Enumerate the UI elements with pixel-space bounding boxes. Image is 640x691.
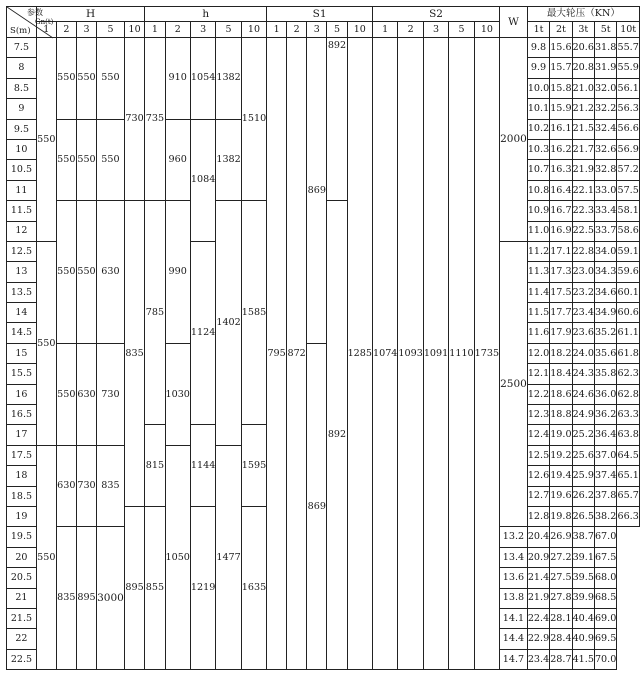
wheel-sub-header-1t: 1t bbox=[527, 22, 549, 38]
wheel-load-1t: 13.2 bbox=[500, 527, 528, 547]
span-cell: 11.5 bbox=[7, 201, 37, 221]
wheel-load-2t: 17.3 bbox=[550, 262, 572, 282]
wheel-load-10t: 61.8 bbox=[617, 343, 640, 363]
wheel-load-2t: 21.9 bbox=[527, 588, 549, 608]
wheel-load-10t: 68.5 bbox=[594, 588, 616, 608]
wheel-load-1t: 10.3 bbox=[527, 139, 549, 159]
value-h-c1: 735 bbox=[145, 38, 165, 201]
wheel-load-2t: 15.8 bbox=[550, 78, 572, 98]
wheel-load-5t: 34.0 bbox=[594, 241, 616, 261]
wheel-load-3t: 20.6 bbox=[572, 38, 594, 58]
wheel-sub-header-5t: 5t bbox=[594, 22, 616, 38]
value-h-c2: 910 bbox=[165, 38, 190, 120]
corner-param-label: 参数 bbox=[27, 8, 43, 17]
wheel-load-1t: 12.5 bbox=[527, 445, 549, 465]
wheel-load-1t: 11.2 bbox=[527, 241, 549, 261]
wheel-load-1t: 12.2 bbox=[527, 384, 549, 404]
value-h-c5: 1477 bbox=[216, 445, 241, 669]
value-h-c1: 785 bbox=[145, 201, 165, 425]
span-cell: 11 bbox=[7, 180, 37, 200]
sub-header-s1-2: 2 bbox=[287, 22, 307, 38]
wheel-load-1t: 10.9 bbox=[527, 201, 549, 221]
wheel-load-1t: 13.8 bbox=[500, 588, 528, 608]
value-h-c3: 550 bbox=[76, 38, 96, 120]
wheel-load-1t: 12.1 bbox=[527, 364, 549, 384]
value-h-c5: 730 bbox=[97, 343, 125, 445]
sub-header-h-10: 10 bbox=[124, 22, 145, 38]
value-h-c10: 1510 bbox=[241, 38, 266, 201]
sub-header-h-2: 2 bbox=[56, 22, 76, 38]
value-h-c10: 835 bbox=[124, 201, 145, 507]
wheel-load-10t: 67.5 bbox=[594, 547, 616, 567]
value-s1-c1: 795 bbox=[267, 38, 287, 670]
value-s2-c2: 1093 bbox=[398, 38, 423, 670]
corner-header-cell bbox=[7, 7, 54, 38]
wheel-load-10t: 60.6 bbox=[617, 303, 640, 323]
wheel-load-5t: 34.9 bbox=[594, 303, 616, 323]
sub-header-s2-1: 1 bbox=[372, 22, 397, 38]
wheel-load-1t: 13.6 bbox=[500, 568, 528, 588]
wheel-load-5t: 37.0 bbox=[594, 445, 616, 465]
span-cell: 17 bbox=[7, 425, 37, 445]
sub-header-h-5: 5 bbox=[216, 22, 241, 38]
span-cell: 14 bbox=[7, 303, 37, 323]
span-cell: 8.5 bbox=[7, 78, 37, 98]
sub-header-h-5: 5 bbox=[97, 22, 125, 38]
wheel-load-10t: 64.5 bbox=[617, 445, 640, 465]
wheel-load-1t: 11.6 bbox=[527, 323, 549, 343]
wheel-load-5t: 34.3 bbox=[594, 262, 616, 282]
wheel-load-1t: 10.8 bbox=[527, 180, 549, 200]
wheel-load-3t: 27.2 bbox=[550, 547, 572, 567]
wheel-load-2t: 18.8 bbox=[550, 405, 572, 425]
wheel-load-10t: 59.6 bbox=[617, 262, 640, 282]
crane-parameter-table bbox=[6, 6, 640, 670]
value-s1-c10: 1285 bbox=[347, 38, 372, 670]
value-h-c5: 630 bbox=[97, 201, 125, 344]
wheel-load-10t: 57.2 bbox=[617, 160, 640, 180]
wheel-load-2t: 18.2 bbox=[550, 343, 572, 363]
wheel-load-5t: 39.1 bbox=[572, 547, 594, 567]
wheel-load-5t: 33.4 bbox=[594, 201, 616, 221]
wheel-load-1t: 9.9 bbox=[527, 58, 549, 78]
value-h-c10: 1585 bbox=[241, 201, 266, 425]
span-cell: 10.5 bbox=[7, 160, 37, 180]
span-cell: 18 bbox=[7, 466, 37, 486]
wheel-load-5t: 32.2 bbox=[594, 99, 616, 119]
wheel-load-2t: 16.7 bbox=[550, 201, 572, 221]
sub-header-s2-10: 10 bbox=[474, 22, 499, 38]
wheel-load-3t: 24.3 bbox=[572, 364, 594, 384]
wheel-load-5t: 40.9 bbox=[572, 629, 594, 649]
wheel-load-10t: 62.8 bbox=[617, 384, 640, 404]
span-cell: 12 bbox=[7, 221, 37, 241]
wheel-load-1t: 9.8 bbox=[527, 38, 549, 58]
w-value: 2000 bbox=[500, 38, 528, 242]
wheel-load-10t: 56.1 bbox=[617, 78, 640, 98]
wheel-load-2t: 17.7 bbox=[550, 303, 572, 323]
wheel-load-10t: 69.5 bbox=[594, 629, 616, 649]
value-h-c5: 1382 bbox=[216, 119, 241, 201]
wheel-sub-header-10t: 10t bbox=[617, 22, 640, 38]
wheel-load-2t: 20.4 bbox=[527, 527, 549, 547]
wheel-load-3t: 22.5 bbox=[572, 221, 594, 241]
value-h-c5: 835 bbox=[97, 445, 125, 527]
span-cell: 7.5 bbox=[7, 38, 37, 58]
value-h-c3: 1144 bbox=[190, 425, 215, 507]
sub-header-s2-2: 2 bbox=[398, 22, 423, 38]
wheel-load-5t: 38.7 bbox=[572, 527, 594, 547]
value-h-c2: 550 bbox=[56, 119, 76, 201]
wheel-load-1t: 11.0 bbox=[527, 221, 549, 241]
wheel-load-1t: 10.7 bbox=[527, 160, 549, 180]
wheel-load-10t: 59.1 bbox=[617, 241, 640, 261]
wheel-load-5t: 39.9 bbox=[572, 588, 594, 608]
span-cell: 9 bbox=[7, 99, 37, 119]
wheel-load-2t: 17.1 bbox=[550, 241, 572, 261]
wheel-load-3t: 27.5 bbox=[550, 568, 572, 588]
wheel-load-10t: 55.7 bbox=[617, 38, 640, 58]
span-cell: 12.5 bbox=[7, 241, 37, 261]
wheel-load-2t: 19.0 bbox=[550, 425, 572, 445]
wheel-load-10t: 58.6 bbox=[617, 221, 640, 241]
sub-header-s1-3: 3 bbox=[307, 22, 327, 38]
wheel-load-5t: 36.2 bbox=[594, 405, 616, 425]
wheel-load-3t: 22.1 bbox=[572, 180, 594, 200]
sub-header-h-2: 2 bbox=[165, 22, 190, 38]
wheel-load-5t: 38.2 bbox=[594, 506, 616, 526]
span-cell: 9.5 bbox=[7, 119, 37, 139]
wheel-load-1t: 14.7 bbox=[500, 649, 528, 669]
value-s2-c10: 1735 bbox=[474, 38, 499, 670]
wheel-load-1t: 10.2 bbox=[527, 119, 549, 139]
wheel-load-2t: 16.4 bbox=[550, 180, 572, 200]
wheel-load-2t: 19.6 bbox=[550, 486, 572, 506]
wheel-load-5t: 32.4 bbox=[594, 119, 616, 139]
sub-header-s1-10: 10 bbox=[347, 22, 372, 38]
wheel-load-2t: 16.9 bbox=[550, 221, 572, 241]
wheel-load-10t: 58.1 bbox=[617, 201, 640, 221]
value-h-c3: 730 bbox=[76, 445, 96, 527]
wheel-load-10t: 65.7 bbox=[617, 486, 640, 506]
value-s2-c3: 1091 bbox=[423, 38, 448, 670]
wheel-load-5t: 32.0 bbox=[594, 78, 616, 98]
wheel-load-10t: 61.1 bbox=[617, 323, 640, 343]
wheel-load-3t: 28.1 bbox=[550, 608, 572, 628]
wheel-load-5t: 34.6 bbox=[594, 282, 616, 302]
wheel-load-10t: 57.5 bbox=[617, 180, 640, 200]
wheel-load-3t: 26.2 bbox=[572, 486, 594, 506]
group-header-s2: S2 bbox=[372, 7, 499, 22]
wheel-load-1t: 11.3 bbox=[527, 262, 549, 282]
wheel-load-2t: 19.2 bbox=[550, 445, 572, 465]
span-cell: 15 bbox=[7, 343, 37, 363]
span-cell: 16 bbox=[7, 384, 37, 404]
sub-header-h-1: 1 bbox=[145, 22, 165, 38]
sub-header-s2-3: 3 bbox=[423, 22, 448, 38]
wheel-load-10t: 70.0 bbox=[594, 649, 616, 669]
span-cell: 13.5 bbox=[7, 282, 37, 302]
wheel-load-10t: 63.3 bbox=[617, 405, 640, 425]
wheel-load-10t: 68.0 bbox=[594, 568, 616, 588]
wheel-load-2t: 15.9 bbox=[550, 99, 572, 119]
value-h-c2: 550 bbox=[56, 343, 76, 445]
wheel-load-5t: 35.6 bbox=[594, 343, 616, 363]
wheel-load-1t: 10.0 bbox=[527, 78, 549, 98]
wheel-load-10t: 66.3 bbox=[617, 506, 640, 526]
wheel-load-2t: 15.6 bbox=[550, 38, 572, 58]
wheel-load-10t: 56.6 bbox=[617, 119, 640, 139]
value-h-c10: 1595 bbox=[241, 425, 266, 507]
value-h-c3: 1054 bbox=[190, 38, 215, 120]
wheel-load-1t: 12.7 bbox=[527, 486, 549, 506]
wheel-load-3t: 21.2 bbox=[572, 99, 594, 119]
corner-gn-label: Gn(t) bbox=[35, 18, 54, 26]
value-h-c3: 1124 bbox=[190, 241, 215, 425]
wheel-load-3t: 22.3 bbox=[572, 201, 594, 221]
span-cell: 21.5 bbox=[7, 608, 37, 628]
wheel-load-1t: 12.0 bbox=[527, 343, 549, 363]
value-h-c2: 990 bbox=[165, 201, 190, 344]
wheel-load-2t: 16.3 bbox=[550, 160, 572, 180]
value-h-c5: 895 bbox=[76, 527, 96, 670]
wheel-load-10t: 56.3 bbox=[617, 99, 640, 119]
wheel-load-2t: 20.9 bbox=[527, 547, 549, 567]
value-h-c1: 550 bbox=[36, 241, 56, 445]
span-cell: 19.5 bbox=[7, 527, 37, 547]
value-s1-c3: 869 bbox=[307, 38, 327, 344]
wheel-load-2t: 16.2 bbox=[550, 139, 572, 159]
value-s2-c5: 1110 bbox=[449, 38, 474, 670]
wheel-load-2t: 19.4 bbox=[550, 466, 572, 486]
wheel-load-5t: 33.7 bbox=[594, 221, 616, 241]
wheel-load-3t: 25.9 bbox=[572, 466, 594, 486]
value-h-c2: 630 bbox=[56, 445, 76, 527]
wheel-load-5t: 40.4 bbox=[572, 608, 594, 628]
wheel-load-10t: 67.0 bbox=[594, 527, 616, 547]
wheel-load-2t: 23.4 bbox=[527, 649, 549, 669]
wheel-load-5t: 35.8 bbox=[594, 364, 616, 384]
span-cell: 15.5 bbox=[7, 364, 37, 384]
value-h-c10: 730 bbox=[124, 38, 145, 201]
value-h-c3: 630 bbox=[76, 343, 96, 445]
wheel-load-10t: 56.9 bbox=[617, 139, 640, 159]
wheel-load-5t: 32.8 bbox=[594, 160, 616, 180]
value-h-c10: 1635 bbox=[241, 506, 266, 669]
wheel-load-2t: 17.5 bbox=[550, 282, 572, 302]
wheel-load-5t: 41.5 bbox=[572, 649, 594, 669]
wheel-load-10t: 65.1 bbox=[617, 466, 640, 486]
sub-header-h-3: 3 bbox=[190, 22, 215, 38]
sub-header-h-10: 10 bbox=[241, 22, 266, 38]
wheel-load-5t: 36.0 bbox=[594, 384, 616, 404]
wheel-load-3t: 28.4 bbox=[550, 629, 572, 649]
wheel-load-5t: 39.5 bbox=[572, 568, 594, 588]
wheel-load-3t: 26.9 bbox=[550, 527, 572, 547]
span-cell: 21 bbox=[7, 588, 37, 608]
w-value: 2500 bbox=[500, 241, 528, 526]
wheel-load-1t: 12.3 bbox=[527, 405, 549, 425]
wheel-load-3t: 22.8 bbox=[572, 241, 594, 261]
span-cell: 18.5 bbox=[7, 486, 37, 506]
wheel-load-3t: 25.6 bbox=[572, 445, 594, 465]
wheel-load-5t: 31.9 bbox=[594, 58, 616, 78]
value-h-c1: 550 bbox=[36, 38, 56, 242]
wheel-load-5t: 33.0 bbox=[594, 180, 616, 200]
wheel-sub-header-2t: 2t bbox=[550, 22, 572, 38]
value-h-c3: 550 bbox=[76, 201, 96, 344]
value-h-c1: 815 bbox=[145, 425, 165, 507]
group-header-h: h bbox=[145, 7, 267, 22]
span-cell: 16.5 bbox=[7, 405, 37, 425]
value-h-c2: 960 bbox=[165, 119, 190, 201]
wheel-load-3t: 25.2 bbox=[572, 425, 594, 445]
value-h-c1: 550 bbox=[36, 445, 56, 669]
span-cell: 19 bbox=[7, 506, 37, 526]
wheel-load-1t: 12.6 bbox=[527, 466, 549, 486]
value-s1-c5: 892 bbox=[327, 38, 347, 201]
span-cell: 8 bbox=[7, 58, 37, 78]
sub-header-h-3: 3 bbox=[76, 22, 96, 38]
wheel-load-2t: 16.1 bbox=[550, 119, 572, 139]
wheel-load-3t: 24.9 bbox=[572, 405, 594, 425]
wheel-load-1t: 12.4 bbox=[527, 425, 549, 445]
wheel-load-3t: 27.8 bbox=[550, 588, 572, 608]
sub-header-s1-5: 5 bbox=[327, 22, 347, 38]
wheel-load-2t: 18.4 bbox=[550, 364, 572, 384]
sub-header-s1-1: 1 bbox=[267, 22, 287, 38]
value-s1-c3: 869 bbox=[307, 343, 327, 669]
sub-header-s2-5: 5 bbox=[449, 22, 474, 38]
span-cell: 20.5 bbox=[7, 568, 37, 588]
wheel-load-3t: 28.7 bbox=[550, 649, 572, 669]
span-cell: 17.5 bbox=[7, 445, 37, 465]
span-cell: 14.5 bbox=[7, 323, 37, 343]
value-h-c2: 550 bbox=[56, 38, 76, 120]
wheel-load-3t: 23.4 bbox=[572, 303, 594, 323]
wheel-load-2t: 17.9 bbox=[550, 323, 572, 343]
wheel-load-3t: 23.6 bbox=[572, 323, 594, 343]
wheel-load-3t: 20.8 bbox=[572, 58, 594, 78]
value-h-c3: 835 bbox=[56, 527, 76, 670]
value-h-c5: 550 bbox=[97, 38, 125, 120]
wheel-load-1t: 14.4 bbox=[500, 629, 528, 649]
wheel-load-10t: 55.9 bbox=[617, 58, 640, 78]
wheel-load-2t: 19.8 bbox=[550, 506, 572, 526]
wheel-load-1t: 13.4 bbox=[500, 547, 528, 567]
table-row bbox=[7, 343, 640, 363]
wheel-load-5t: 32.6 bbox=[594, 139, 616, 159]
value-h-c3: 1084 bbox=[190, 119, 215, 241]
span-cell: 13 bbox=[7, 262, 37, 282]
value-s2-c1: 1074 bbox=[372, 38, 397, 670]
wheel-load-3t: 24.6 bbox=[572, 384, 594, 404]
wheel-load-1t: 14.1 bbox=[500, 608, 528, 628]
span-cell: 22.5 bbox=[7, 649, 37, 669]
w-value: 3000 bbox=[97, 527, 125, 670]
wheel-load-1t: 12.8 bbox=[527, 506, 549, 526]
value-h-c2: 1050 bbox=[165, 445, 190, 669]
wheel-load-3t: 23.0 bbox=[572, 262, 594, 282]
wheel-load-3t: 23.2 bbox=[572, 282, 594, 302]
wheel-load-2t: 18.6 bbox=[550, 384, 572, 404]
wheel-load-header: 最大轮压（KN） bbox=[527, 7, 639, 22]
wheel-load-3t: 21.0 bbox=[572, 78, 594, 98]
table-row bbox=[7, 38, 640, 58]
wheel-load-1t: 11.4 bbox=[527, 282, 549, 302]
wheel-load-1t: 10.1 bbox=[527, 99, 549, 119]
wheel-load-5t: 31.8 bbox=[594, 38, 616, 58]
group-header-h: H bbox=[36, 7, 144, 22]
wheel-load-10t: 62.3 bbox=[617, 364, 640, 384]
w-header: W bbox=[500, 7, 528, 38]
corner-span-label: S(m) bbox=[10, 25, 31, 36]
value-h-c10: 895 bbox=[124, 506, 145, 669]
value-h-c2: 1030 bbox=[165, 343, 190, 445]
wheel-load-3t: 21.5 bbox=[572, 119, 594, 139]
wheel-load-10t: 60.1 bbox=[617, 282, 640, 302]
wheel-load-10t: 69.0 bbox=[594, 608, 616, 628]
wheel-load-5t: 37.4 bbox=[594, 466, 616, 486]
wheel-load-2t: 21.4 bbox=[527, 568, 549, 588]
value-h-c3: 1219 bbox=[190, 506, 215, 669]
value-h-c1: 855 bbox=[145, 506, 165, 669]
wheel-load-5t: 35.2 bbox=[594, 323, 616, 343]
wheel-load-2t: 22.4 bbox=[527, 608, 549, 628]
value-h-c5: 550 bbox=[97, 119, 125, 201]
value-s1-c2: 872 bbox=[287, 38, 307, 670]
value-h-c5: 1402 bbox=[216, 201, 241, 446]
wheel-load-2t: 22.9 bbox=[527, 629, 549, 649]
value-h-c3: 550 bbox=[76, 119, 96, 201]
wheel-load-3t: 24.0 bbox=[572, 343, 594, 363]
span-cell: 10 bbox=[7, 139, 37, 159]
wheel-load-5t: 37.8 bbox=[594, 486, 616, 506]
wheel-load-3t: 21.7 bbox=[572, 139, 594, 159]
span-cell: 22 bbox=[7, 629, 37, 649]
span-cell: 20 bbox=[7, 547, 37, 567]
value-h-c2: 550 bbox=[56, 201, 76, 344]
value-s1-c5: 892 bbox=[327, 201, 347, 670]
wheel-load-10t: 63.8 bbox=[617, 425, 640, 445]
wheel-load-5t: 36.4 bbox=[594, 425, 616, 445]
wheel-sub-header-3t: 3t bbox=[572, 22, 594, 38]
group-header-s1: S1 bbox=[267, 7, 373, 22]
wheel-load-3t: 26.5 bbox=[572, 506, 594, 526]
wheel-load-2t: 15.7 bbox=[550, 58, 572, 78]
sub-header-h-1: 1 bbox=[36, 22, 56, 38]
wheel-load-1t: 11.5 bbox=[527, 303, 549, 323]
value-h-c5: 1382 bbox=[216, 38, 241, 120]
wheel-load-3t: 21.9 bbox=[572, 160, 594, 180]
